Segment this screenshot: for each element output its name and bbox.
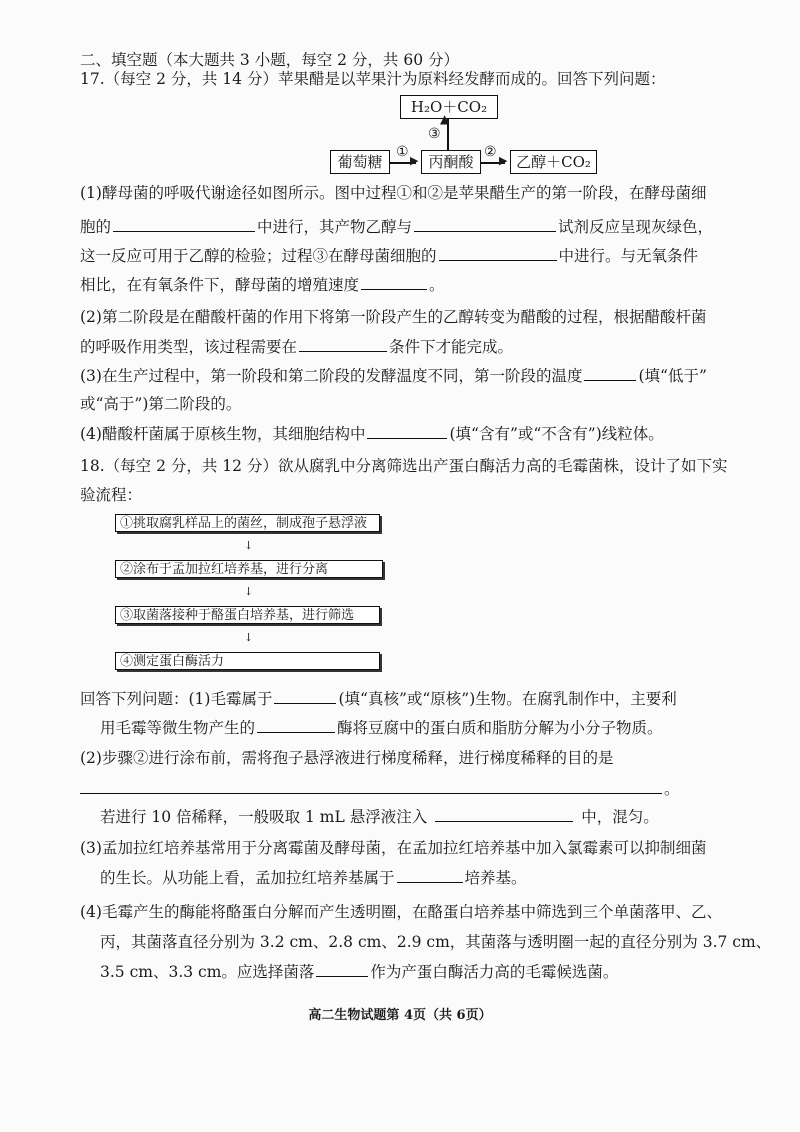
q17-p2-line1: (2)第二阶段是在醋酸杆菌的作用下将第一阶段产生的乙醇转变为醋酸的过程，根据醋酸杆菌 [80, 308, 707, 326]
answer-blank[interactable] [257, 717, 335, 733]
pyruvate-box: 丙酮酸 [421, 150, 481, 174]
answer-blank[interactable] [316, 961, 368, 977]
flow-step-1: ①挑取腐乳样品上的菌丝，制成孢子悬浮液 [115, 514, 380, 532]
q17-p1-line1: (1)酵母菌的呼吸代谢途径如图所示。图中过程①和②是苹果醋生产的第一阶段，在酵母菌细 [80, 184, 707, 202]
arrow2-head: ▶ [499, 154, 508, 167]
section-title: 二、填空题（本大题共 3 小题，每空 2 分，共 60 分） [80, 51, 460, 69]
q17-stem: 17.（每空 2 分，共 14 分）苹果醋是以苹果汁为原料经发酵而成的。回答下列问题： [80, 70, 666, 88]
h2o-co2-box: H₂O＋CO₂ [400, 95, 498, 119]
flow-arrow-2: ↓ [244, 585, 254, 598]
q17-p1-line3: 这一反应可用于乙醇的检验；过程③在酵母菌细胞的 中进行。与无氧条件 [80, 247, 699, 265]
flow-step-3: ③取菌落接种于酪蛋白培养基，进行筛选 [115, 606, 380, 624]
flow-step-4: ④测定蛋白酶活力 [115, 652, 380, 670]
arrow1-head: ▶ [410, 154, 419, 167]
answer-blank[interactable] [299, 336, 387, 352]
page-footer: 高二生物试题第 4页（共 6页） [308, 1008, 492, 1023]
q17-p3-line2: 或“高于”)第二阶段的。 [80, 395, 242, 413]
step1-label: ① [396, 144, 409, 160]
ethanol-co2-box: 乙醇＋CO₂ [510, 150, 597, 174]
flow-arrow-3: ↓ [244, 631, 254, 644]
answer-blank[interactable] [584, 365, 636, 381]
q18-p4-line3: 3.5 cm、3.3 cm。应选择菌落 作为产蛋白酶活力高的毛霉候选菌。 [100, 963, 619, 981]
q18-p2-line3: 若进行 10 倍稀释，一般吸取 1 mL 悬浮液注入 中，混匀。 [100, 808, 659, 826]
answer-blank[interactable] [439, 245, 557, 261]
q18-p3-line1: (3)孟加拉红培养基常用于分离霉菌及酵母菌，在孟加拉红培养基中加入氯霉素可以抑制细菌 [80, 839, 707, 857]
answer-blank[interactable] [113, 216, 255, 232]
answer-blank[interactable] [435, 806, 573, 822]
q18-p4-line2: 丙，其菌落直径分别为 3.2 cm、2.8 cm、2.9 cm，其菌落与透明圈一起的直径分别为 3.7 cm、 [100, 933, 772, 951]
q17-p2-line2: 的呼吸作用类型，该过程需要在 条件下才能完成。 [80, 338, 514, 356]
glucose-box: 葡萄糖 [330, 150, 390, 174]
step2-label: ② [484, 144, 497, 160]
q18-p1-line2: 用毛霉等微生物产生的 酶将豆腐中的蛋白质和脂肪分解为小分子物质。 [100, 719, 663, 737]
q17-p3-line1: (3)在生产过程中，第一阶段和第二阶段的发酵温度不同，第一阶段的温度 (填“低于” [80, 367, 707, 385]
answer-blank[interactable] [414, 216, 556, 232]
answer-blank[interactable] [80, 778, 662, 794]
answer-blank[interactable] [397, 867, 463, 883]
answer-blank[interactable] [361, 274, 427, 290]
flow-step-2: ②涂布于孟加拉红培养基，进行分离 [115, 560, 383, 578]
answer-blank[interactable] [274, 688, 336, 704]
q17-p1-line2: 胞的 中进行，其产物乙醇与 试剂反应呈现灰绿色， [80, 218, 714, 236]
q18-stem-line2: 验流程： [80, 486, 143, 504]
q18-p2-line1: (2)步骤②进行涂布前，需将孢子悬浮液进行梯度稀释，进行梯度稀释的目的是 [80, 749, 614, 767]
q18-p3-line2: 的生长。从功能上看，孟加拉红培养基属于 培养基。 [100, 869, 527, 887]
answer-blank[interactable] [367, 423, 447, 439]
q18-p2-line2: 。 [80, 778, 680, 799]
flow-arrow-1: ↓ [244, 539, 254, 552]
q18-p1-line1: 回答下列问题：(1)毛霉属于 (填“真核”或“原核”)生物。在腐乳制作中，主要利 [80, 690, 677, 708]
step3-label: ③ [428, 126, 441, 142]
arrow-up-head: ▲ [440, 112, 450, 126]
q18-p4-line1: (4)毛霉产生的酶能将酪蛋白分解而产生透明圈，在酪蛋白培养基中筛选到三个单菌落甲、乙、 [80, 903, 722, 921]
q18-stem-line1: 18.（每空 2 分，共 12 分）欲从腐乳中分离筛选出产蛋白酶活力高的毛霉菌株，设计了如下实 [80, 457, 728, 475]
q17-p1-line4: 相比，在有氧条件下，酵母菌的增殖速度 。 [80, 276, 445, 294]
q17-p4: (4)醋酸杆菌属于原核生物，其细胞结构中 (填“含有”或“不含有”)线粒体。 [80, 425, 664, 443]
